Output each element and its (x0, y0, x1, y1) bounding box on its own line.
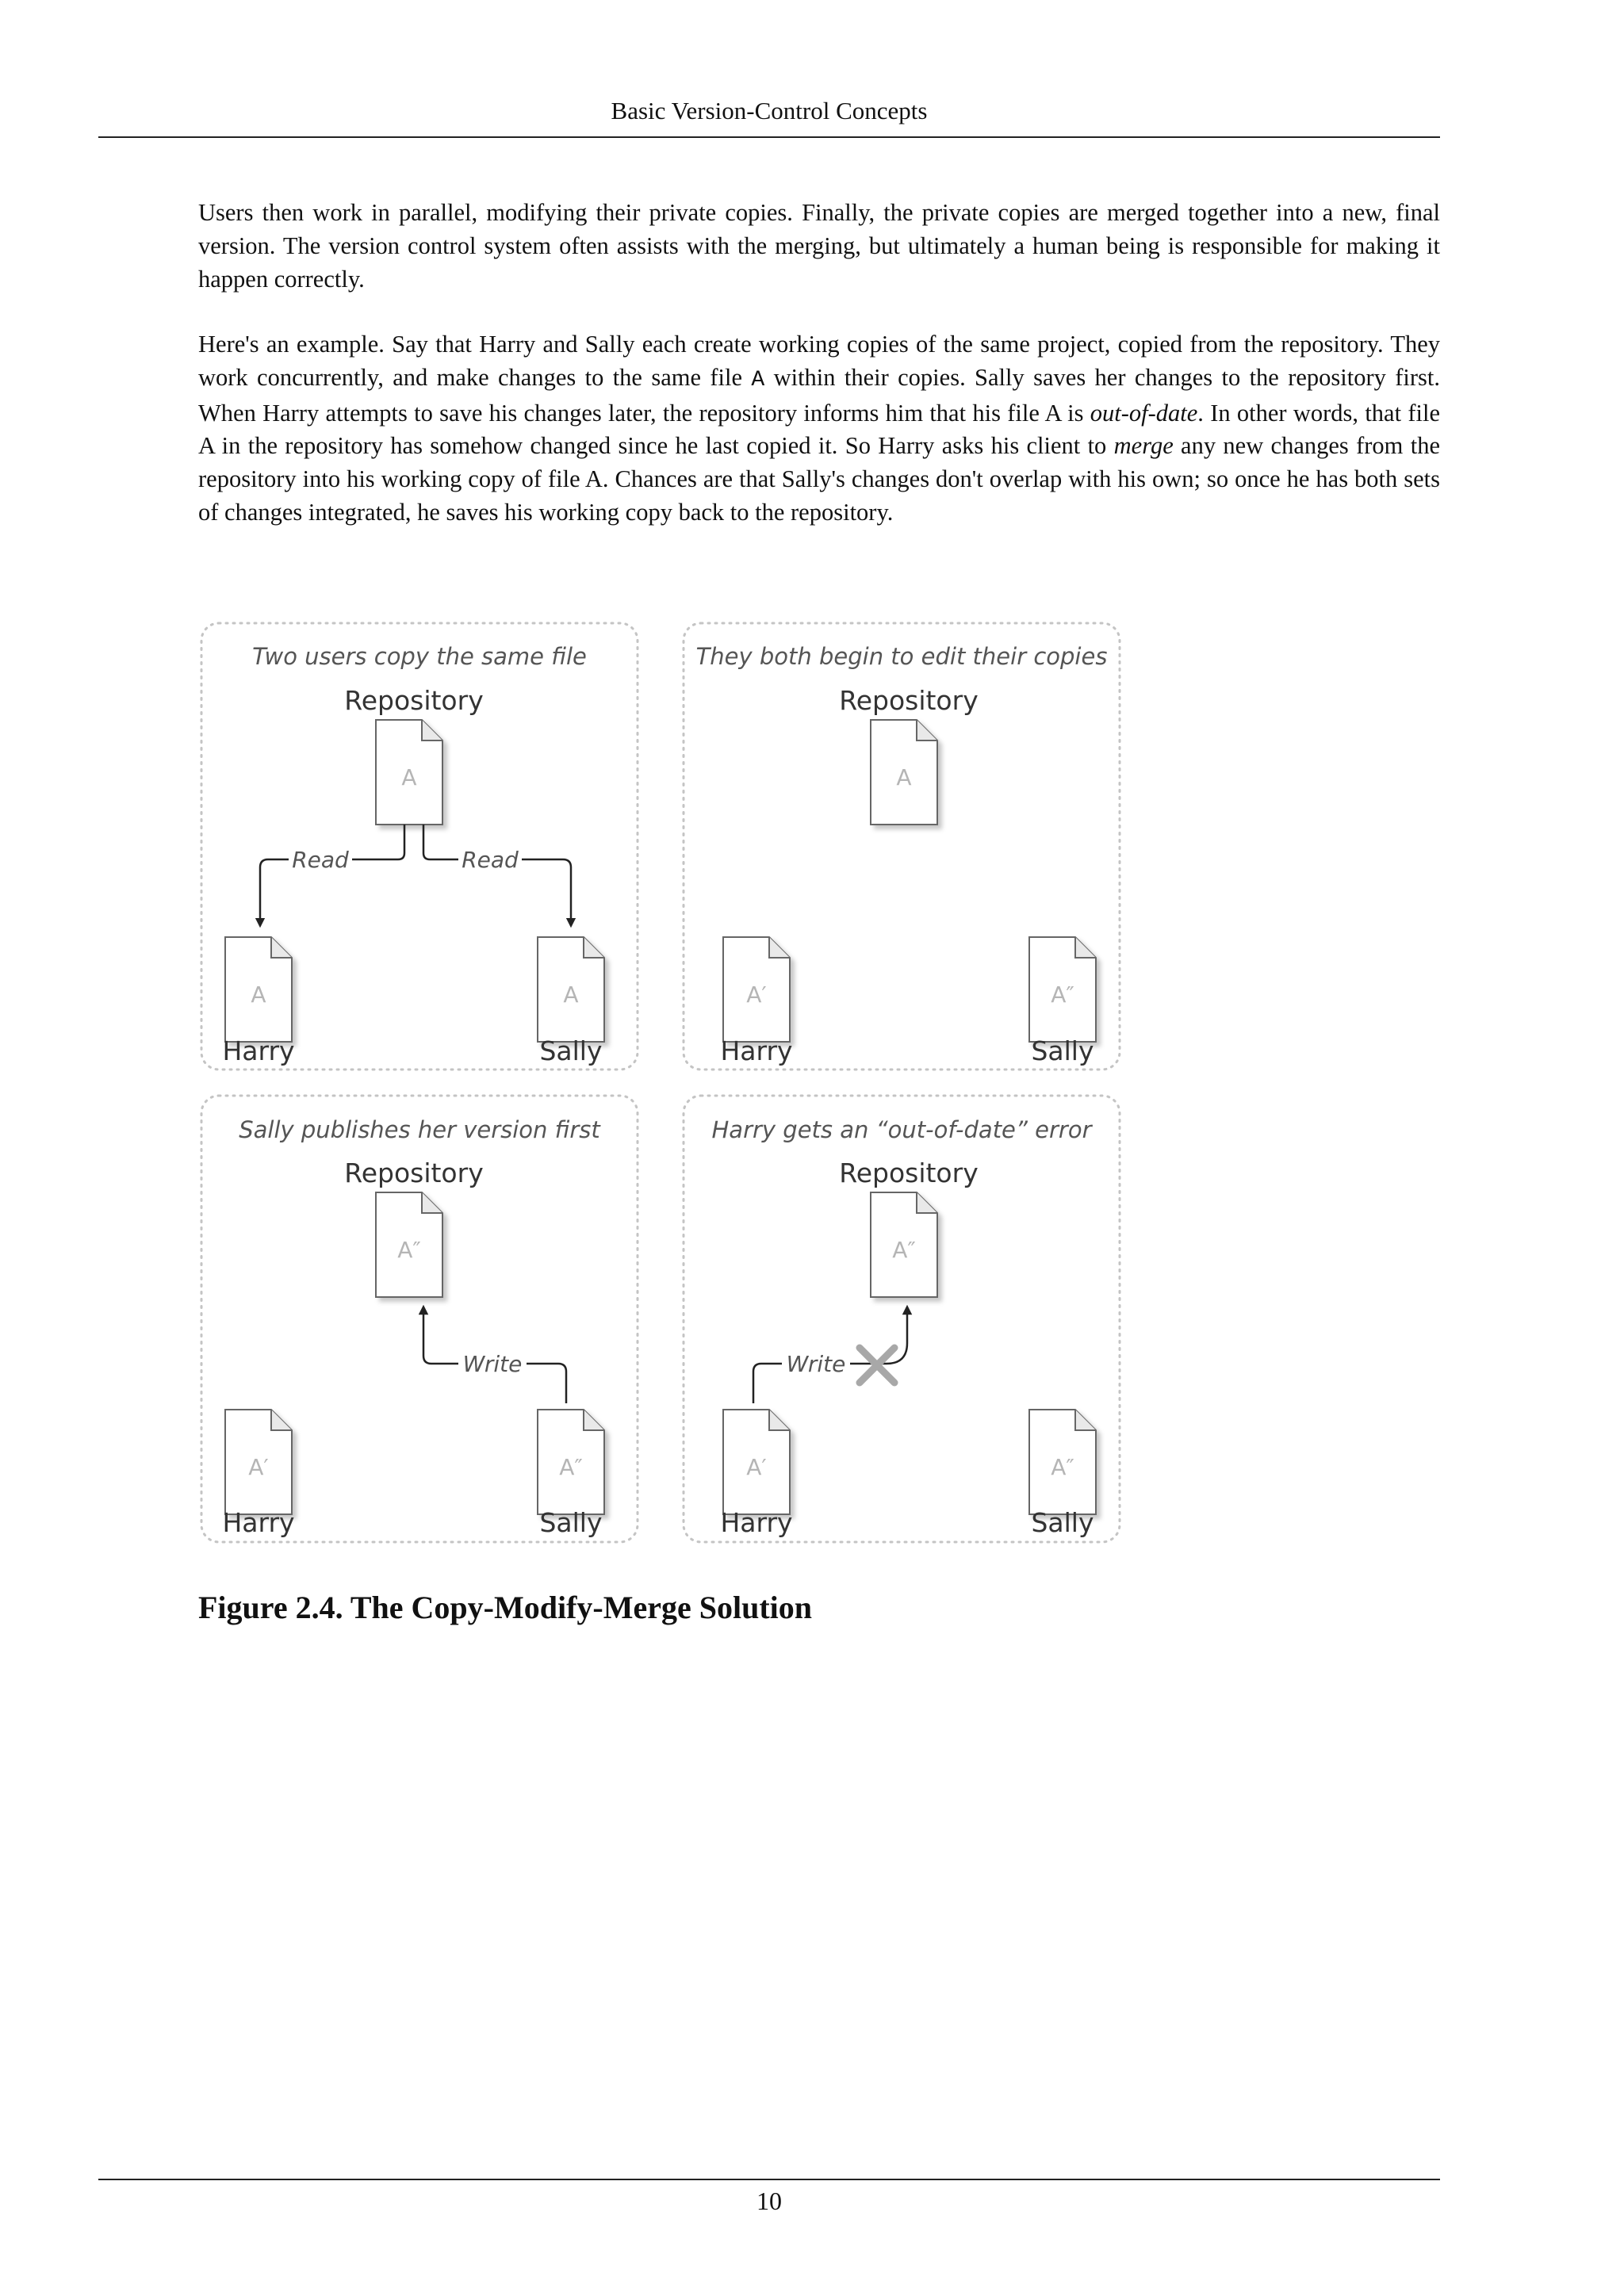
panel-4-repository-file-icon (871, 1192, 937, 1297)
panel-3-sally-file-icon (538, 1410, 604, 1514)
panel-4-harry-file-icon (723, 1410, 790, 1514)
panel-3-harry-file-icon (225, 1410, 292, 1514)
copy-modify-merge-figure (197, 618, 1151, 1552)
panel-4-write-label: Write (786, 1351, 846, 1377)
page-number: 10 (756, 2187, 782, 2215)
panel-4-harry-label: Harry (720, 1507, 793, 1538)
panel-2-sally-file-icon (1029, 937, 1096, 1042)
panel-3-repository-file-label: A″ (397, 1237, 421, 1263)
panel-3-repository-file-icon (376, 1192, 442, 1297)
paragraph-2-text-1: Here's an example. Say that Harry and Sally each create working copies of the same project, copied from the repository. They work concurrently, and make changes to the same file (198, 331, 1440, 391)
panel-sally-publishes (201, 1096, 638, 1542)
panel-1-read-arrow-right (423, 825, 571, 923)
panel-2-title: They both begin to edit their copies (695, 643, 1108, 670)
panel-3-sally-label: Sally (539, 1507, 603, 1538)
panel-2-sally-label: Sally (1031, 1035, 1094, 1066)
panel-3-title: Sally publishes her version first (239, 1116, 600, 1143)
running-header: Basic Version-Control Concepts (611, 97, 928, 124)
panel-2-repository-label: Repository (839, 685, 979, 716)
panel-3-sally-file-label: A″ (559, 1454, 583, 1480)
panel-1-repository-label: Repository (344, 685, 484, 716)
panel-3-repository-label: Repository (344, 1158, 484, 1188)
emphasis-merge: merge (1113, 432, 1174, 460)
panel-4-repository-file-label: A″ (892, 1237, 916, 1263)
panel-2-repository-file-icon (871, 720, 937, 825)
emphasis-out-of-date: out-of-date (1090, 399, 1198, 427)
panel-2-harry-label: Harry (720, 1035, 793, 1066)
panel-1-harry-file-icon (225, 937, 292, 1042)
panel-3-harry-file-label: A′ (248, 1454, 269, 1480)
panel-4-sally-file-icon (1029, 1410, 1096, 1514)
panel-1-sally-file-icon (538, 937, 604, 1042)
paragraph-1: Users then work in parallel, modifying their private copies. Finally, the private copies are merged together into a new, final version. The version control system often assists with the merging, but ultimately a human being is responsible for making it happen correctly. (198, 199, 1440, 293)
paragraph-2-text-3: . In other words, that file A in the repository has somehow changed since he last copied it. So Harry asks his client to (198, 399, 1440, 460)
panel-1-read-arrow-left (260, 825, 404, 923)
panel-2-harry-file-icon (723, 937, 790, 1042)
panel-3-write-label: Write (462, 1351, 523, 1377)
panel-1-title: Two users copy the same file (252, 643, 587, 670)
panel-4-repository-label: Repository (839, 1158, 979, 1188)
figure-caption: Figure 2.4. The Copy-Modify-Merge Solution (198, 1590, 813, 1625)
panel-1-repository-file-icon (376, 720, 442, 825)
panel-4-sally-file-label: A″ (1051, 1454, 1074, 1480)
figure-diagram (197, 618, 1151, 1552)
panel-2-harry-file-label: A′ (746, 982, 767, 1008)
panel-1-sally-label: Sally (539, 1035, 603, 1066)
panel-2-sally-file-label: A″ (1051, 982, 1074, 1008)
panel-two-users-copy (201, 623, 638, 1070)
panel-1-read-label-left: Read (292, 847, 349, 873)
panel-4-sally-label: Sally (1031, 1507, 1094, 1538)
paragraph-2-text-2: within their copies. Sally saves her changes to the repository first. When Harry attempts to save his changes later, the repository informs him that his file A is (198, 363, 1440, 427)
panel-2-repository-file-label: A (896, 764, 912, 790)
panel-both-edit (684, 623, 1120, 1070)
footer-rule (98, 2179, 1440, 2180)
paragraph-2-text-4: any new changes from the repository into his working copy of file A. Chances are that Sally's changes don't overlap with his own; so once he has both sets of changes integrated, he saves his working copy back to the repository. (198, 432, 1440, 526)
code-file-a: A (751, 367, 765, 392)
panel-1-repository-file-label: A (401, 764, 417, 790)
panel-3-harry-label: Harry (222, 1507, 295, 1538)
paragraph-2 (198, 328, 1440, 530)
panel-1-sally-file-label: A (563, 982, 579, 1008)
error-x-icon (860, 1348, 894, 1383)
header-rule (98, 136, 1440, 138)
panel-out-of-date-error (684, 1096, 1120, 1542)
panel-4-title: Harry gets an “out-of-date” error (711, 1116, 1092, 1143)
panel-1-harry-label: Harry (222, 1035, 295, 1066)
panel-1-read-label-right: Read (462, 847, 519, 873)
panel-1-harry-file-label: A (251, 982, 266, 1008)
panel-4-harry-file-label: A′ (746, 1454, 767, 1480)
